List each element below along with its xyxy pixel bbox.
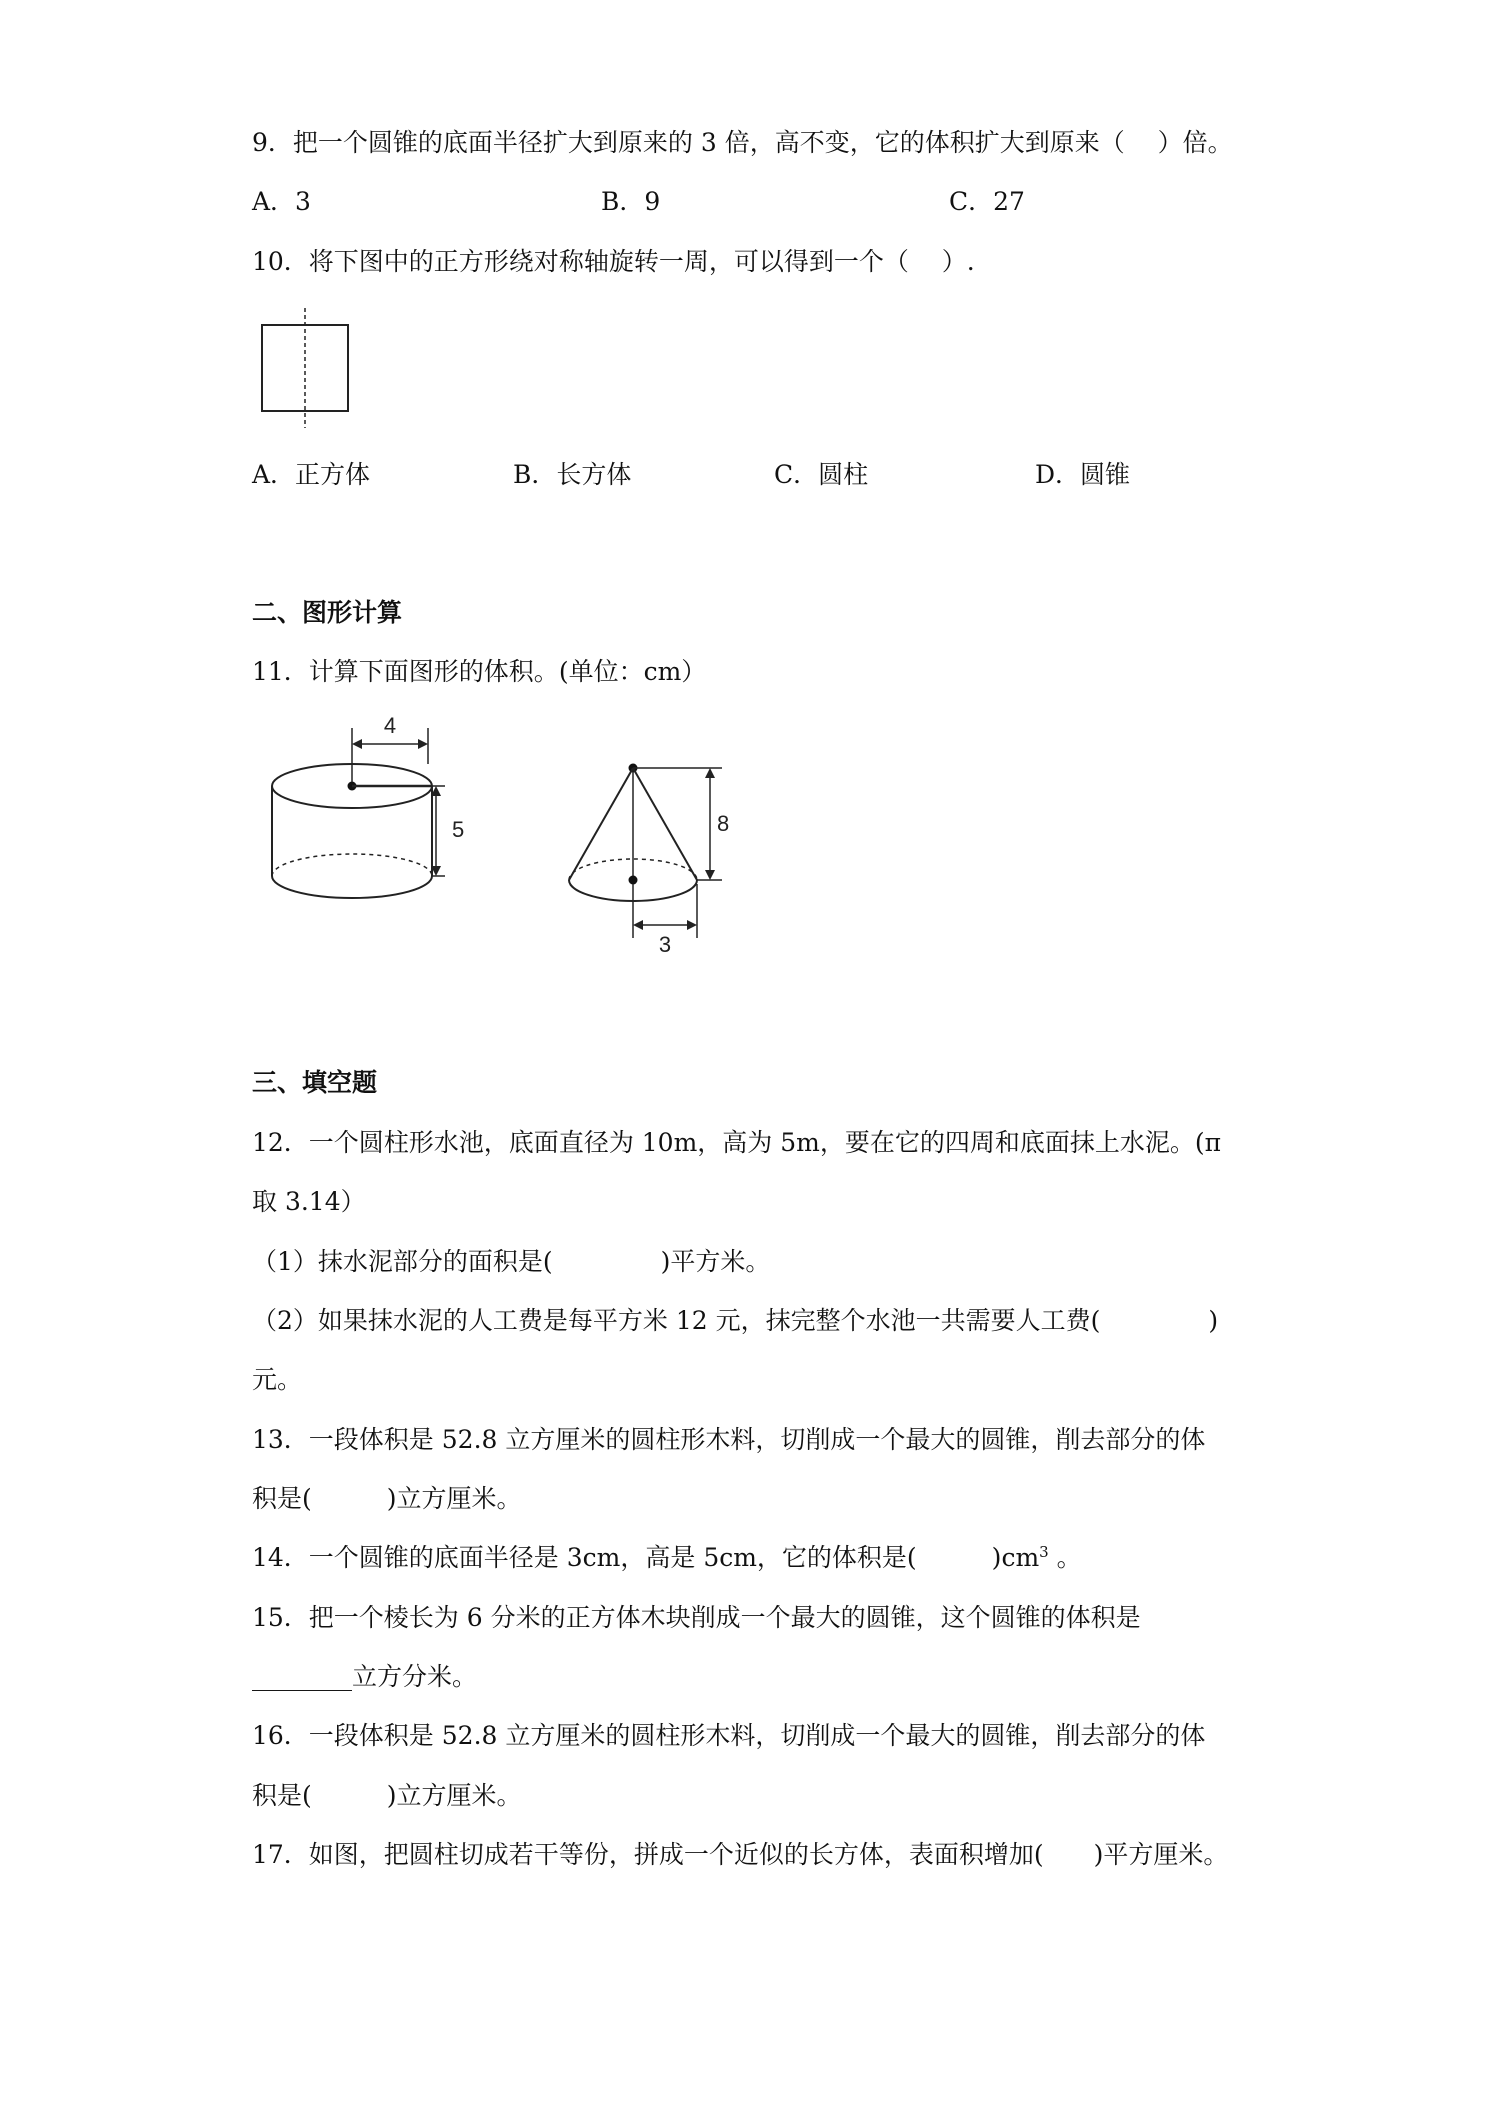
question-14-text: 14．一个圆锥的底面半径是 3cm，高是 5cm，它的体积是( )cm (252, 1543, 1040, 1572)
cone-base-center-dot (629, 876, 638, 885)
question-12-sub2-end: 元。 (252, 1365, 303, 1394)
question-12-line2: 取 3.14） (252, 1187, 366, 1216)
question-16-line1: 16．一段体积是 52.8 立方厘米的圆柱形木料，切削成一个最大的圆锥，削去部分的体 (252, 1721, 1206, 1750)
question-11-stem: 11．计算下面图形的体积。(单位：cm） (252, 657, 707, 686)
question-17: 17．如图，把圆柱切成若干等份，拼成一个近似的长方体，表面积增加( )平方厘米。 (252, 1840, 1229, 1869)
q10-option-a: A．正方体 (252, 460, 371, 489)
question-13-line2: 积是( )立方厘米。 (252, 1484, 522, 1513)
q9-option-b: B．9 (601, 187, 661, 216)
question-14 (252, 1542, 1082, 1574)
question-14-end: 。 (1048, 1543, 1082, 1572)
q9-option-c: C．27 (949, 187, 1025, 216)
section-2-title: 二、图形计算 (252, 598, 403, 627)
question-12-sub2: （2）如果抹水泥的人工费是每平方米 12 元，抹完整个水池一共需要人工费( ) (252, 1306, 1219, 1335)
cylinder-radius-label: 4 (383, 713, 397, 738)
cone-radius-label: 3 (658, 932, 672, 957)
question-12-line1: 12．一个圆柱形水池，底面直径为 10m，高为 5m，要在它的四周和底面抹上水泥。(π (252, 1128, 1222, 1157)
q9-option-a: A．3 (252, 187, 311, 216)
question-12-sub1: （1）抹水泥部分的面积是( )平方米。 (252, 1247, 771, 1276)
q10-option-d: D．圆锥 (1035, 460, 1131, 489)
question-10-stem: 10．将下图中的正方形绕对称轴旋转一周，可以得到一个（ ）. (252, 247, 975, 276)
question-13-line1: 13．一段体积是 52.8 立方厘米的圆柱形木料，切削成一个最大的圆锥，削去部分的体 (252, 1425, 1206, 1454)
question-15-line1: 15．把一个棱长为 6 分米的正方体木块削成一个最大的圆锥，这个圆锥的体积是 (252, 1603, 1141, 1632)
cylinder-height-label: 5 (452, 817, 465, 842)
question-15-line2: ________立方分米。 (252, 1662, 478, 1691)
q10-option-c: C．圆柱 (774, 460, 869, 489)
section-3-title: 三、填空题 (252, 1068, 378, 1097)
question-14-superscript: 3 (1039, 1543, 1049, 1561)
question-16-line2: 积是( )立方厘米。 (252, 1781, 522, 1810)
question-9-stem: 9．把一个圆锥的底面半径扩大到原来的 3 倍，高不变，它的体积扩大到原来（ ）倍。 (252, 128, 1233, 157)
q10-option-b: B．长方体 (513, 460, 632, 489)
cone-height-label: 8 (717, 811, 730, 836)
